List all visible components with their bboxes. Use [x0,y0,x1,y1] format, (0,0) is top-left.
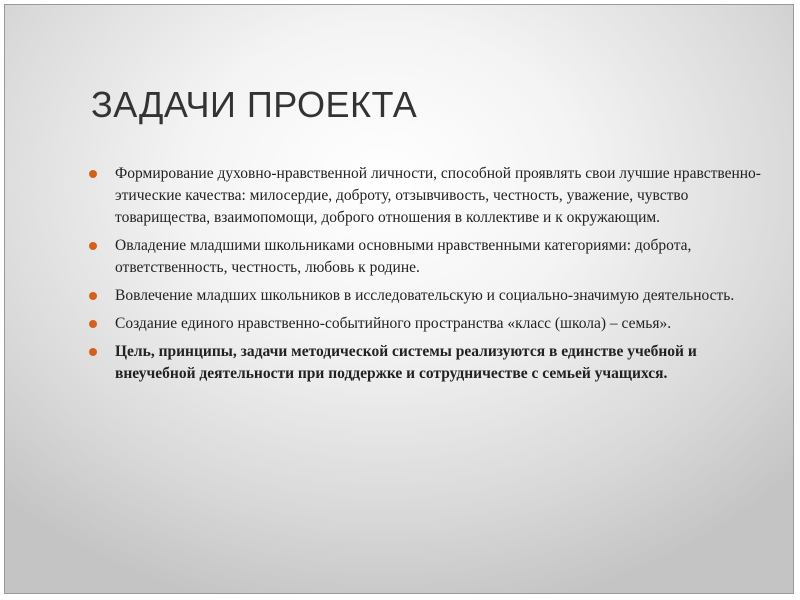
bullet-list [85,163,765,391]
bullet-dot-icon [89,242,97,250]
list-item-summary [85,341,765,385]
list-item [85,235,765,279]
list-item-text: Вовлечение младших школьников в исследовательскую и социально-значимую деятельность. [115,287,735,304]
bullet-dot-icon [89,292,97,300]
bullet-dot-icon [89,320,97,328]
list-item-text: Овладение младшими школьниками основными нравственными категориями: доброта, ответственность, честность, любовь к родине. [115,237,692,276]
slide-title: ЗАДАЧИ ПРОЕКТА [91,84,418,125]
list-item-text: Создание единого нравственно-событийного пространства «класс (школа) – семья». [115,315,672,332]
list-item [85,163,765,229]
list-item-text: Формирование духовно-нравственной личности, способной проявлять свои лучшие нравственно-этические качества: милосердие, доброту, отзывчивость, честность, уважение, чувство товарищества, взаимопомощи, доброго отношения в коллективе и к окружающим. [115,165,761,226]
list-item [85,285,765,307]
list-item [85,313,765,335]
bullet-dot-icon [89,170,97,178]
list-item-text: Цель, принципы, задачи методической системы реализуются в единстве учебной и внеучебной деятельности при поддержке и сотрудничестве с семьей учащихся. [115,343,697,382]
bullet-dot-icon [89,348,97,356]
slide [4,4,794,594]
